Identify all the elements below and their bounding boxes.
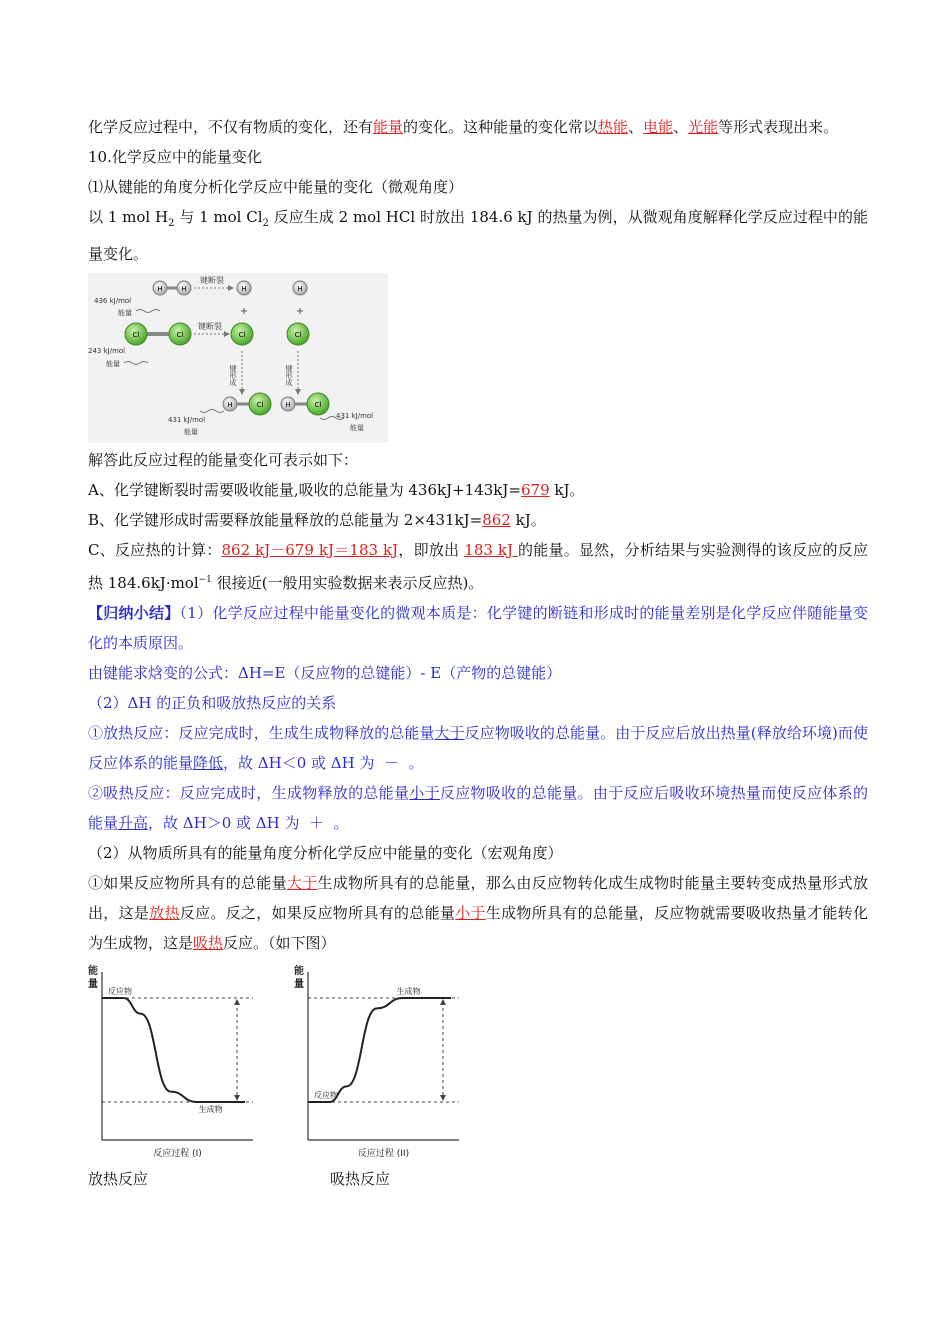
example-text: 与 1 mol Cl (174, 208, 263, 226)
superscript: −1 (198, 575, 212, 585)
y-axis-label-2: 量 (88, 979, 98, 990)
macro-paragraph (88, 868, 868, 958)
cl-label: Cl (132, 331, 140, 339)
product-label: 生成物 (198, 1105, 223, 1114)
exo-text: 反应物吸收的总能量。由于反应后放出热量(释放给环境)而使反应体系的能量 (88, 724, 868, 772)
energy-label: 能量 (350, 424, 364, 432)
formula-line: 由键能求焓变的公式：ΔH=E（反应物的总键能）- E（产物的总键能） (88, 664, 562, 682)
summary-paragraph (88, 598, 868, 658)
bond-break-label: 键断裂 (198, 322, 222, 331)
plus-sign: + (295, 306, 305, 317)
h-label: H (181, 285, 187, 293)
line-a-text: kJ。 (549, 481, 585, 499)
calc-value: 862 kJ－679 kJ＝183 kJ (221, 541, 399, 559)
x-axis-label: 反应过程 (I) (153, 1149, 202, 1159)
value-679: 679 (520, 481, 550, 499)
product-label: 生成物 (396, 987, 421, 996)
sign-minus: － (383, 754, 399, 772)
line-c-text: 的能量。显然，分析结果与实验测得的该反应的反应热 184.6kJ·mol (88, 541, 868, 592)
intro-text: 化学反应过程中，不仅有物质的变化，还有 (88, 118, 374, 136)
example-text: 反应生成 2 mol HCl 时放出 184.6 kJ 的热量为例，从微观角度解释化学反应过程中的能量变化。 (88, 208, 868, 263)
line-a-text: A、化学键断裂时需要吸收能量,吸收的总能量为 436kJ+143kJ= (88, 481, 521, 499)
document-page (88, 112, 868, 1194)
line-b-text: kJ。 (510, 511, 546, 529)
energy-431-label: 431 kJ/mol (168, 416, 206, 424)
section-heading: 10.化学反应中的能量变化 (88, 148, 262, 166)
example-text: 以 1 mol H (88, 208, 169, 226)
bond-diagram-svg (88, 273, 388, 443)
line-c-text: ，即放出 (398, 541, 465, 559)
sign-title: （2）ΔH 的正负和吸放热反应的关系 (88, 694, 337, 712)
intro-text: 等形式表现出来。 (718, 118, 839, 136)
exothermic-paragraph (88, 718, 868, 778)
keyword-greater: 大于 (434, 724, 465, 742)
energy-curve (102, 998, 245, 1102)
keyword-less: 小于 (455, 904, 486, 922)
energy-charts (88, 962, 868, 1162)
summary-text: （1）化学反应过程中能量变化的微观本质是：化学键的断链和形成时的能量差别是化学反应伴随能量变化的本质原因。 (88, 604, 868, 652)
energy-label: 能量 (106, 360, 120, 368)
cl-label: Cl (176, 331, 184, 339)
bond-diagram (88, 273, 868, 445)
value-862: 862 (482, 511, 511, 529)
bond-form-label: 键形成 (285, 365, 293, 386)
example-paragraph (88, 202, 868, 269)
y-axis-label-1: 能 (88, 966, 98, 977)
bond-form-label: 键形成 (229, 365, 237, 386)
sign-plus: ＋ (308, 814, 324, 832)
endo-text: 。 (333, 814, 349, 832)
summary-tag: 【归纳小结】 (88, 604, 180, 622)
separator: 、 (628, 118, 644, 136)
keyword-greater: 大于 (286, 874, 318, 892)
intro-paragraph (88, 112, 868, 142)
line-c-text: C、反应热的计算： (88, 541, 222, 559)
keyword-heat: 热能 (598, 118, 629, 136)
cl-label: Cl (314, 401, 322, 409)
energy-curve (308, 998, 451, 1102)
subscript: 2 (262, 218, 269, 229)
reactant-label: 反应物 (314, 1091, 338, 1100)
keyword-light: 光能 (688, 118, 719, 136)
plus-sign: + (239, 306, 249, 317)
y-axis-label-1: 能 (294, 966, 304, 977)
line-b-text: B、化学键形成时需要释放能量释放的总能量为 2×431kJ= (88, 511, 483, 529)
keyword-higher: 升高 (118, 814, 149, 832)
exothermic-chart (88, 962, 258, 1162)
exo-text: ，故 ΔH＜0 或 ΔH 为 (223, 754, 375, 772)
macro-text: 反应。（如下图） (223, 934, 336, 952)
keyword-endothermic: 吸热 (193, 934, 224, 952)
x-axis-label: 反应过程 (II) (357, 1149, 410, 1159)
keyword-exothermic: 放热 (149, 904, 180, 922)
cl-label: Cl (256, 401, 264, 409)
h-label: H (157, 285, 163, 293)
analysis-intro: 解答此反应过程的能量变化可表示如下： (88, 451, 359, 469)
endo-text: ，故 ΔH＞0 或 ΔH 为 (148, 814, 300, 832)
h-label: H (227, 401, 233, 409)
exo-text: ①放热反应：反应完成时，生成生成物释放的总能量 (88, 724, 435, 742)
energy-436-label: 436 kJ/mol (94, 297, 132, 305)
separator: 、 (673, 118, 689, 136)
h-label: H (285, 401, 291, 409)
subsection-heading: ⑴从键能的角度分析化学反应中能量的变化（微观角度） (88, 178, 464, 196)
cl-label: Cl (294, 331, 302, 339)
arrow-head-up (440, 999, 446, 1005)
chart-captions (88, 1164, 868, 1194)
keyword-less: 小于 (409, 784, 440, 802)
energy-label: 能量 (184, 428, 198, 436)
keyword-energy: 能量 (373, 118, 404, 136)
line-c (88, 535, 868, 598)
reactant-label: 反应物 (108, 987, 132, 996)
keyword-lower: 降低 (193, 754, 224, 772)
macro-text: 生成物所具有的总能量，那么由反应物转化成生成物时能量主要转变成热量形式放出，这是 (88, 874, 868, 922)
line-a (88, 475, 868, 505)
energy-243-label: 243 kJ/mol (88, 347, 126, 355)
exo-text: 。 (408, 754, 424, 772)
y-axis-label-2: 量 (294, 979, 304, 990)
h-label: H (241, 285, 247, 293)
macro-text: 反应。反之，如果反应物所具有的总能量 (179, 904, 456, 922)
keyword-electric: 电能 (643, 118, 674, 136)
arrow-head-up (234, 999, 240, 1005)
line-c-text: 很接近(一般用实验数据来表示反应热)。 (211, 574, 484, 592)
cl-label: Cl (238, 331, 246, 339)
h-label: H (297, 285, 303, 293)
line-b (88, 505, 868, 535)
caption-exothermic: 放热反应 (88, 1170, 149, 1188)
endo-text: 反应物吸收的总能量。由于反应后吸收环境热量而使反应体系的能量 (88, 784, 868, 832)
macro-text: ①如果反应物所具有的总能量 (88, 874, 287, 892)
caption-endothermic: 吸热反应 (330, 1170, 391, 1188)
endothermic-paragraph (88, 778, 868, 838)
bond-break-label: 键断裂 (200, 276, 224, 285)
arrow-head-down (234, 1095, 240, 1101)
macro-text: 生成物所具有的总能量，反应物就需要吸收热量才能转化为生成物，这是 (88, 904, 868, 952)
subscript: 2 (168, 218, 175, 229)
endothermic-chart (294, 962, 464, 1162)
subsection-heading-2: （2）从物质所具有的能量角度分析化学反应中能量的变化（宏观角度） (88, 844, 563, 862)
value-183: 183 kJ (464, 541, 519, 559)
intro-text: 的变化。这种能量的变化常以 (403, 118, 599, 136)
energy-431-label: 431 kJ/mol (336, 412, 374, 420)
arrow-head-down (440, 1095, 446, 1101)
energy-label: 能量 (118, 309, 132, 317)
endo-text: ②吸热反应：反应完成时，生成物释放的总能量 (88, 784, 410, 802)
